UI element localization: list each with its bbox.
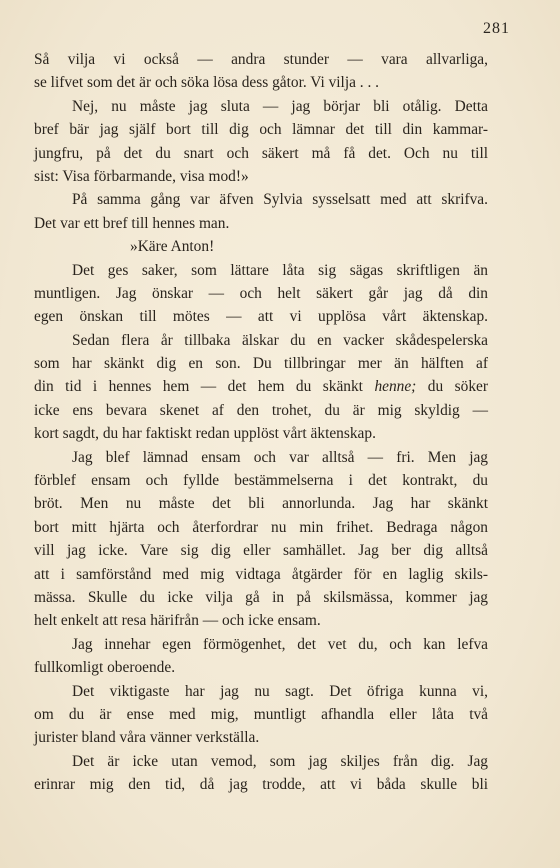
text-line: Det är icke utan vemod, som jag skiljes från dig. Jag	[72, 752, 488, 770]
text-line: se lifvet som det är och söka lösa dess gåtor. Vi vilja . . .	[34, 74, 380, 92]
text-line: Nej, nu måste jag sluta — jag börjar bli otålig. Detta	[72, 97, 488, 115]
text-line: som har skänkt dig en son. Du tillbringar mer än hälften af	[34, 355, 488, 373]
text-line: fullkomligt oberoende.	[34, 659, 176, 677]
text-line: Det viktigaste har jag nu sagt. Det öfriga kunna vi,	[72, 682, 488, 700]
text-line: Jag blef lämnad ensam och var alltså — fri. Men jag	[72, 448, 488, 466]
text-line: sist: Visa förbarmande, visa mod!»	[34, 167, 249, 185]
text-line: Det var ett bref till hennes man.	[34, 214, 230, 232]
text-line: egen önskan till mötes — att vi upplösa vårt äktenskap.	[34, 308, 488, 326]
body-text	[34, 48, 488, 797]
text-line: erinrar mig den tid, då jag trodde, att vi båda skulle bli	[34, 776, 488, 794]
text-line: vill jag icke. Vare sig dig eller samhället. Jag ber dig alltså	[34, 542, 488, 560]
text-line: bort mitt hjärta och återfordrar nu min frihet. Bedraga någon	[34, 518, 488, 536]
text-line: helt enkelt att resa härifrån — och icke ensam.	[34, 612, 321, 630]
text-line-mixed	[34, 375, 488, 398]
text-line: Jag innehar egen förmögenhet, det vet du, och kan lefva	[72, 635, 488, 653]
text-line: jurister bland våra vänner verkställa.	[34, 729, 260, 747]
text-line: Det ges saker, som lättare låta sig sägas skriftligen än	[72, 261, 488, 279]
text-line: om du är ense med mig, muntligt afhandla eller låta två	[34, 705, 488, 723]
text-line: icke ens bevara skenet af den trohet, du är mig skyldig —	[34, 401, 488, 419]
text-line: bröt. Men nu måste det bli annorlunda. Jag har skänkt	[34, 495, 488, 513]
text-line: muntligen. Jag önskar — och helt säkert går jag då din	[34, 284, 488, 302]
text-line: »Käre Anton!	[130, 238, 215, 256]
text-segment: din tid i hennes hem — det hem du skänkt	[34, 378, 363, 396]
text-line: På samma gång var äfven Sylvia sysselsatt med att skrifva.	[72, 191, 488, 209]
text-line: bref bär jag själf bort till dig och lämnar det till din kammar-	[34, 121, 488, 139]
text-line: förblef ensam och fyllde bestämmelserna i det kontrakt, du	[34, 472, 488, 490]
text-line: Så vilja vi också — andra stunder — vara allvarliga,	[34, 51, 488, 68]
text-line: mässa. Skulle du icke vilja gå in på skilsmässa, kommer jag	[34, 588, 488, 606]
text-line: kort sagdt, du har faktiskt redan upplöst vårt äktenskap.	[34, 425, 376, 443]
text-line: Sedan flera år tillbaka älskar du en vacker skådespelerska	[72, 331, 488, 349]
text-segment: du söker	[427, 378, 488, 396]
text-line: jungfru, på det du snart och säkert må få det. Och nu till	[34, 144, 488, 162]
text-line: att i samförstånd med mig vidtaga åtgärder för en laglig skils-	[34, 565, 488, 583]
emphasis-text: henne;	[374, 378, 417, 396]
page-number: 281	[483, 20, 510, 37]
